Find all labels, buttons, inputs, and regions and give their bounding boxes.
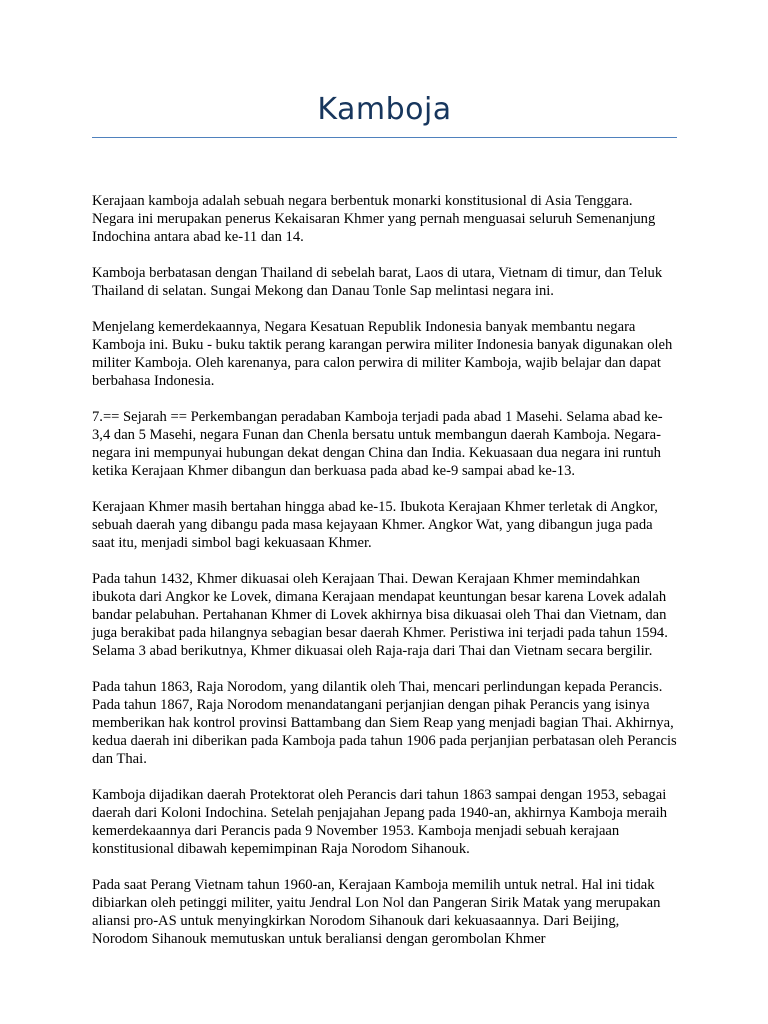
paragraph: Menjelang kemerdekaannya, Negara Kesatuan Republik Indonesia banyak membantu negara Kamboja ini. Buku - buku taktik perang karangan perwira militer Indonesia banyak digunakan oleh militer Kamboja. Oleh karenanya, para calon perwira di militer Kamboja, wajib belajar dan dapat berbahasa Indonesia. bbox=[92, 319, 673, 389]
document-title: Kamboja bbox=[317, 92, 452, 127]
paragraph: Kerajaan Khmer masih bertahan hingga abad ke-15. Ibukota Kerajaan Khmer terletak di Angkor, sebuah daerah yang dibangu pada masa kejayaan Khmer. Angkor Wat, yang dibangun juga pada saat itu, menjadi simbol bagi kekuasaan Khmer. bbox=[92, 499, 658, 551]
paragraph: Pada saat Perang Vietnam tahun 1960-an, Kerajaan Kamboja memilih untuk netral. Hal ini tidak dibiarkan oleh petinggi militer, yaitu Jendral Lon Nol dan Pangeran Sirik Matak yang merupakan aliansi pro-AS untuk menyingkirkan Norodom Sihanouk dari kekuasaannya. Dari Beijing, Norodom Sihanouk memutuskan untuk beraliansi dengan gerombolan Khmer bbox=[92, 877, 661, 947]
title-underline-rule bbox=[92, 137, 677, 138]
paragraph: Pada tahun 1432, Khmer dikuasai oleh Kerajaan Thai. Dewan Kerajaan Khmer memindahkan ibukota dari Angkor ke Lovek, dimana Kerajaan mendapat keuntungan besar karena Lovek adalah bandar pelabuhan. Pertahanan Khmer di Lovek akhirnya bisa dikuasai oleh Thai dan Vietnam, dan juga berakibat pada hilangnya sebagian besar daerah Khmer. Peristiwa ini terjadi pada tahun 1594. Selama 3 abad berikutnya, Khmer dikuasai oleh Raja-raja dari Thai dan Vietnam secara bergilir. bbox=[92, 571, 668, 659]
document-body bbox=[92, 192, 677, 966]
paragraph: 7.== Sejarah == Perkembangan peradaban Kamboja terjadi pada abad 1 Masehi. Selama abad ke-3,4 dan 5 Masehi, negara Funan dan Chenla bersatu untuk membangun daerah Kamboja. Negara-negara ini mempunyai hubungan dekat dengan China dan India. Kekuasaan dua negara ini runtuh ketika Kerajaan Khmer dibangun dan berkuasa pada abad ke-9 sampai abad ke-13. bbox=[92, 409, 663, 479]
paragraph: Kamboja dijadikan daerah Protektorat oleh Perancis dari tahun 1863 sampai dengan 1953, sebagai daerah dari Koloni Indochina. Setelah penjajahan Jepang pada 1940-an, akhirnya Kamboja meraih kemerdekaannya dari Perancis pada 9 November 1953. Kamboja menjadi sebuah kerajaan konstitusional dibawah kepemimpinan Raja Norodom Sihanouk. bbox=[92, 787, 668, 857]
paragraph: Kamboja berbatasan dengan Thailand di sebelah barat, Laos di utara, Vietnam di timur, dan Teluk Thailand di selatan. Sungai Mekong dan Danau Tonle Sap melintasi negara ini. bbox=[92, 265, 663, 299]
paragraph: Pada tahun 1863, Raja Norodom, yang dilantik oleh Thai, mencari perlindungan kepada Perancis. Pada tahun 1867, Raja Norodom menandatangani perjanjian dengan pihak Perancis yang isinya memberikan hak kontrol provinsi Battambang dan Siem Reap yang menjadi bagian Thai. Akhirnya, kedua daerah ini diberikan pada Kamboja pada tahun 1906 pada perjanjian perbatasan oleh Perancis dan Thai. bbox=[92, 679, 677, 767]
paragraph: Kerajaan kamboja adalah sebuah negara berbentuk monarki konstitusional di Asia Tenggara. Negara ini merupakan penerus Kekaisaran Khmer yang pernah menguasai seluruh Semenanjung Indochina antara abad ke-11 dan 14. bbox=[92, 193, 656, 245]
